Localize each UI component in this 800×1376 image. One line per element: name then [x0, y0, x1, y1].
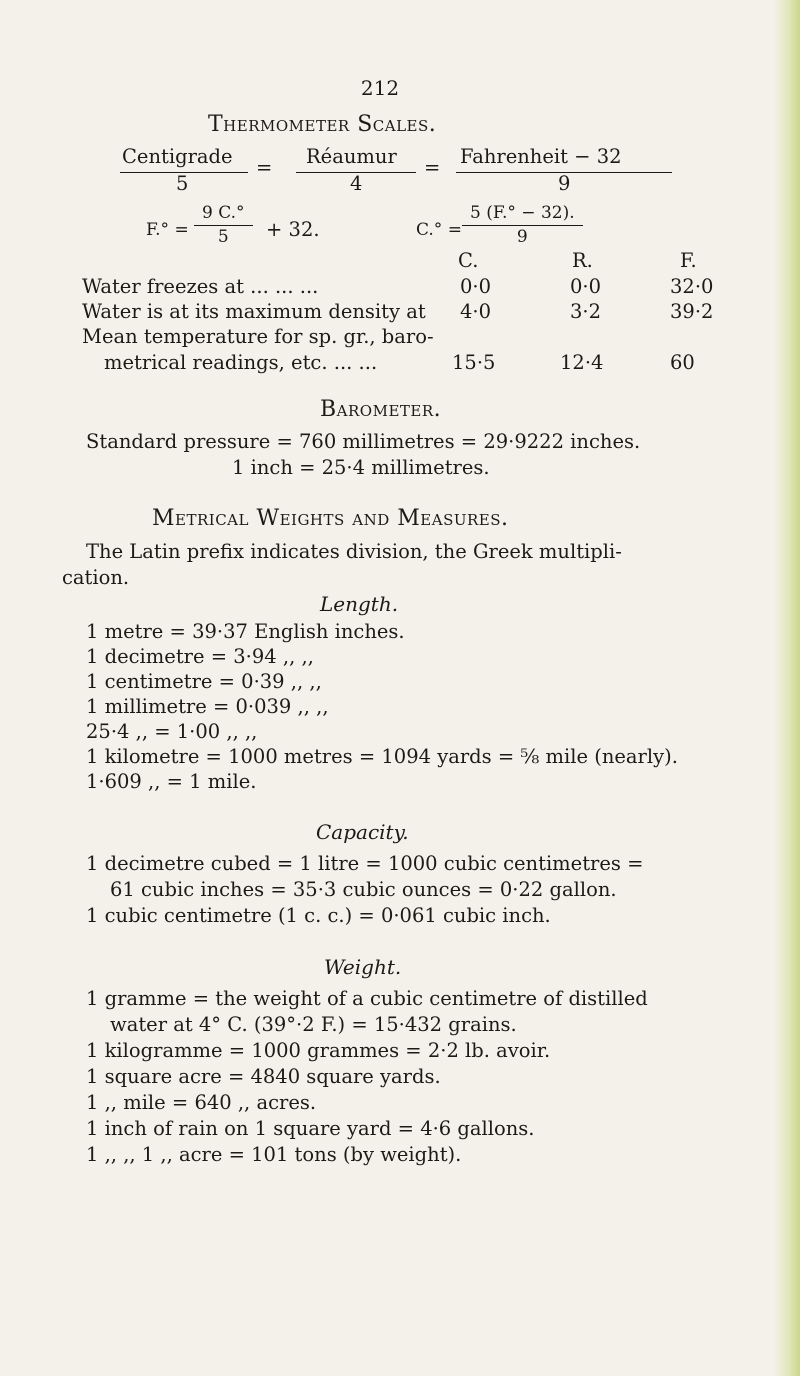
weight-line: 1 kilogramme = 1000 grammes = 2·2 lb. avoir. [86, 1039, 551, 1062]
metrical-heading: Metrical Weights and Measures. [152, 506, 509, 531]
length-line: 1 decimetre = 3·94 ,, ,, [86, 645, 314, 668]
table-cell-c: 0·0 [460, 275, 492, 298]
table-cell-f: 60 [670, 351, 695, 374]
ratio-fahrenheit-den: 9 [558, 172, 571, 195]
weight-line: 1 ,, mile = 640 ,, acres. [86, 1091, 317, 1114]
formula-f-den: 5 [194, 225, 253, 246]
weight-line: 1 square acre = 4840 square yards. [86, 1065, 441, 1088]
formula-c-lhs: C.° = [416, 220, 462, 240]
weight-line: 1 ,, ,, 1 ,, acre = 101 tons (by weight). [86, 1143, 462, 1166]
length-line: 1 metre = 39·37 English inches. [86, 620, 405, 643]
ratio-reaumur: Réaumur [306, 145, 397, 168]
length-line: 1 centimetre = 0·39 ,, ,, [86, 670, 322, 693]
barometer-line: 1 inch = 25·4 millimetres. [232, 456, 490, 479]
table-cell-c: 4·0 [460, 300, 492, 323]
length-line: 1·609 ,, = 1 mile. [86, 770, 257, 793]
formula-f-num: 9 C.° [202, 203, 245, 223]
length-line: 1 kilometre = 1000 metres = 1094 yards = ⅝ mile (nearly). [86, 745, 678, 768]
formula-c-num: 5 (F.° − 32). [470, 203, 575, 223]
formula-c-den: 9 [462, 225, 583, 246]
ratio-eq-1: = [256, 156, 273, 179]
page-edge [774, 0, 800, 1376]
table-cell-r: 3·2 [570, 300, 602, 323]
table-cell-c: 15·5 [452, 351, 496, 374]
ratio-centigrade-den: 5 [176, 172, 189, 195]
length-line: 1 millimetre = 0·039 ,, ,, [86, 695, 329, 718]
table-cell-f: 32·0 [670, 275, 714, 298]
ratio-fahrenheit: Fahrenheit − 32 [460, 145, 622, 168]
weight-line: 1 inch of rain on 1 square yard = 4·6 gallons. [86, 1117, 535, 1140]
table-row-label: metrical readings, etc. ... ... [104, 351, 378, 374]
capacity-line: 1 decimetre cubed = 1 litre = 1000 cubic centimetres = [86, 852, 644, 875]
table-header-c: C. [458, 249, 479, 272]
table-cell-r: 12·4 [560, 351, 604, 374]
metrical-intro: The Latin prefix indicates division, the Greek multipli- [86, 540, 622, 563]
table-row-label: Mean temperature for sp. gr., baro- [82, 325, 434, 348]
weight-line: 1 gramme = the weight of a cubic centimetre of distilled [86, 987, 648, 1010]
ratio-centigrade: Centigrade [122, 145, 233, 168]
capacity-line: 61 cubic inches = 35·3 cubic ounces = 0·22 gallon. [110, 878, 617, 901]
barometer-heading: Barometer. [320, 397, 442, 422]
table-row-label: Water is at its maximum density at [82, 300, 426, 323]
length-line: 25·4 ,, = 1·00 ,, ,, [86, 720, 258, 743]
table-header-r: R. [572, 249, 593, 272]
table-header-f: F. [680, 249, 697, 272]
weight-line: water at 4° C. (39°·2 F.) = 15·432 grains. [110, 1013, 517, 1036]
formula-f-fraction [198, 205, 249, 246]
formula-f-tail: + 32. [266, 218, 320, 241]
table-cell-f: 39·2 [670, 300, 714, 323]
formula-c-fraction [466, 205, 579, 246]
capacity-line: 1 cubic centimetre (1 c. c.) = 0·061 cubic inch. [86, 904, 551, 927]
length-title: Length. [320, 592, 399, 616]
barometer-line: Standard pressure = 760 millimetres = 29·9222 inches. [86, 430, 641, 453]
table-row-label: Water freezes at ... ... ... [82, 275, 319, 298]
weight-title: Weight. [324, 955, 402, 979]
page-number: 212 [360, 76, 400, 100]
formula-f-lhs: F.° = [146, 220, 189, 240]
capacity-title: Capacity. [316, 820, 409, 844]
thermometer-heading: Thermometer Scales. [208, 112, 437, 137]
ratio-eq-2: = [424, 156, 441, 179]
ratio-reaumur-den: 4 [350, 172, 363, 195]
metrical-intro: cation. [62, 566, 130, 589]
table-cell-r: 0·0 [570, 275, 602, 298]
